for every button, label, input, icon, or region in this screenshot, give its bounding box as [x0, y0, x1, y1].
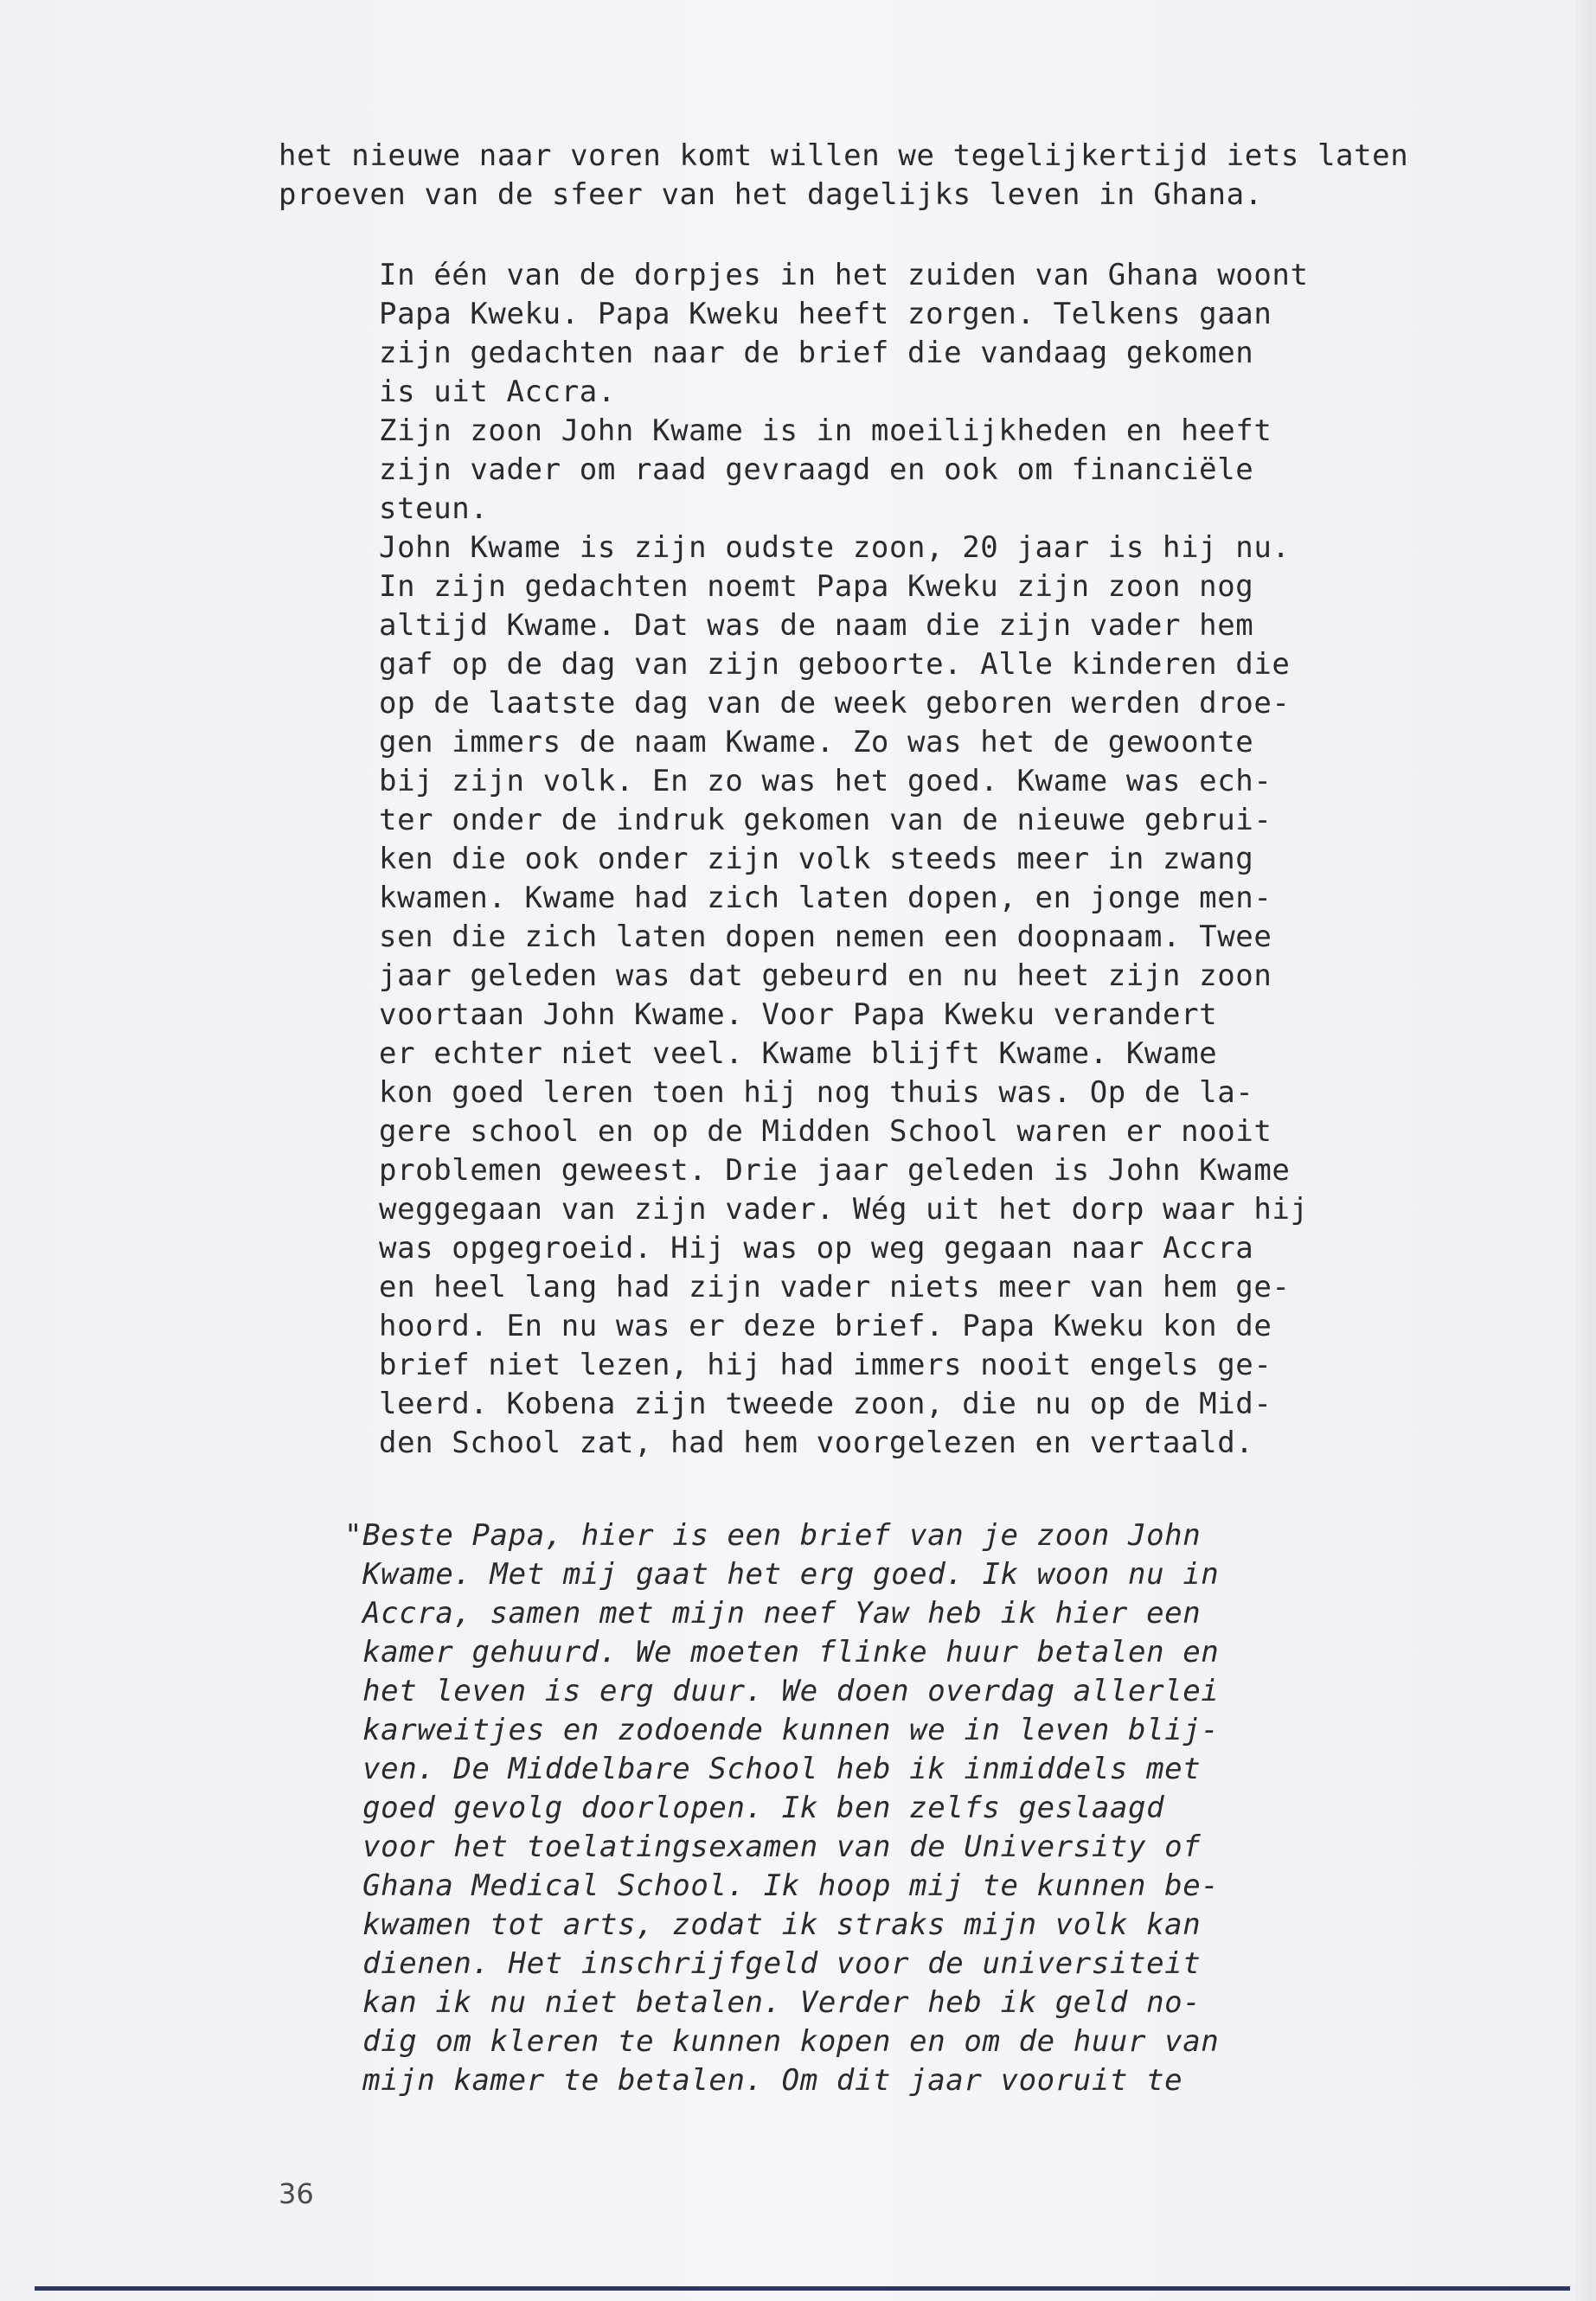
body-line: er echter niet veel. Kwame blijft Kwame. Kwame	[379, 1036, 1218, 1071]
letter-line: goed gevolg doorlopen. Ik ben zelfs geslaagd	[344, 1791, 1165, 1825]
letter-line: kamer gehuurd. We moeten flinke huur betalen en	[344, 1635, 1220, 1670]
page-edge-shadow	[1577, 0, 1596, 2301]
body-line: is uit Accra.	[379, 375, 616, 409]
body-line: voortaan John Kwame. Voor Papa Kweku verandert	[379, 997, 1218, 1032]
body-line: gen immers de naam Kwame. Zo was het de gewoonte	[379, 725, 1254, 760]
body-line: altijd Kwame. Dat was de naam die zijn vader hem	[379, 608, 1254, 643]
letter-line: kwamen tot arts, zodat ik straks mijn volk kan	[344, 1907, 1202, 1942]
letter-line: dig om kleren te kunnen kopen en om de huur van	[344, 2024, 1220, 2059]
page-number: 36	[279, 2177, 314, 2210]
body-line: In zijn gedachten noemt Papa Kweku zijn zoon nog	[379, 569, 1254, 604]
letter-line: ven. De Middelbare School heb ik inmiddels met	[344, 1752, 1202, 1786]
intro-line: het nieuwe naar voren komt willen we tegelijkertijd iets laten	[279, 138, 1409, 173]
body-line: Papa Kweku. Papa Kweku heeft zorgen. Telkens gaan	[379, 297, 1272, 331]
body-line: zijn gedachten naar de brief die vandaag gekomen	[379, 336, 1254, 370]
letter-line: kan ik nu niet betalen. Verder heb ik geld no-	[344, 1985, 1202, 2020]
body-line: gere school en op de Midden School waren er nooit	[379, 1114, 1272, 1149]
letter-line: voor het toelatingsexamen van de University of	[344, 1830, 1202, 1864]
body-line: kon goed leren toen hij nog thuis was. Op de la-	[379, 1075, 1254, 1110]
body-line: en heel lang had zijn vader niets meer van hem ge-	[379, 1270, 1291, 1304]
body-line: brief niet lezen, hij had immers nooit engels ge-	[379, 1348, 1272, 1382]
intro-line: proeven van de sfeer van het dagelijks leven in Ghana.	[279, 177, 1263, 212]
letter-line: dienen. Het inschrijfgeld voor de universiteit	[344, 1946, 1202, 1981]
body-line: John Kwame is zijn oudste zoon, 20 jaar is hij nu.	[379, 530, 1291, 565]
body-line: In één van de dorpjes in het zuiden van Ghana woont	[379, 258, 1309, 292]
page-bottom-border	[35, 2286, 1570, 2291]
body-line: was opgegroeid. Hij was op weg gegaan naar Accra	[379, 1231, 1254, 1266]
body-line: jaar geleden was dat gebeurd en nu heet zijn zoon	[379, 958, 1272, 993]
body-line: ter onder de indruk gekomen van de nieuwe gebrui-	[379, 803, 1272, 837]
body-line: den School zat, had hem voorgelezen en vertaald.	[379, 1426, 1254, 1460]
body-line: weggegaan van zijn vader. Wég uit het dorp waar hij	[379, 1192, 1309, 1227]
body-line: zijn vader om raad gevraagd en ook om financiële	[379, 452, 1254, 487]
body-line: Zijn zoon John Kwame is in moeilijkheden en heeft	[379, 413, 1272, 448]
letter-line: Accra, samen met mijn neef Yaw heb ik hier een	[344, 1596, 1202, 1631]
letter-line: Kwame. Met mij gaat het erg goed. Ik woon nu in	[344, 1557, 1220, 1592]
body-line: leerd. Kobena zijn tweede zoon, die nu op de Mid-	[379, 1387, 1272, 1421]
body-line: steun.	[379, 491, 489, 526]
letter-line: "Beste Papa, hier is een brief van je zoon John	[344, 1518, 1202, 1553]
body-line: sen die zich laten dopen nemen een doopnaam. Twee	[379, 920, 1272, 954]
body-line: kwamen. Kwame had zich laten dopen, en jonge men-	[379, 881, 1272, 915]
letter-line: Ghana Medical School. Ik hoop mij te kunnen be-	[344, 1868, 1220, 1903]
body-line: ken die ook onder zijn volk steeds meer in zwang	[379, 842, 1254, 876]
body-line: op de laatste dag van de week geboren werden droe-	[379, 686, 1291, 721]
letter-line: karweitjes en zodoende kunnen we in leven blij-	[344, 1713, 1220, 1747]
letter-line: mijn kamer te betalen. Om dit jaar vooruit te	[344, 2063, 1183, 2098]
letter-line: het leven is erg duur. We doen overdag allerlei	[344, 1674, 1220, 1708]
body-line: gaf op de dag van zijn geboorte. Alle kinderen die	[379, 647, 1291, 682]
body-line: hoord. En nu was er deze brief. Papa Kweku kon de	[379, 1309, 1272, 1343]
body-line: problemen geweest. Drie jaar geleden is John Kwame	[379, 1153, 1291, 1188]
body-line: bij zijn volk. En zo was het goed. Kwame was ech-	[379, 764, 1272, 798]
